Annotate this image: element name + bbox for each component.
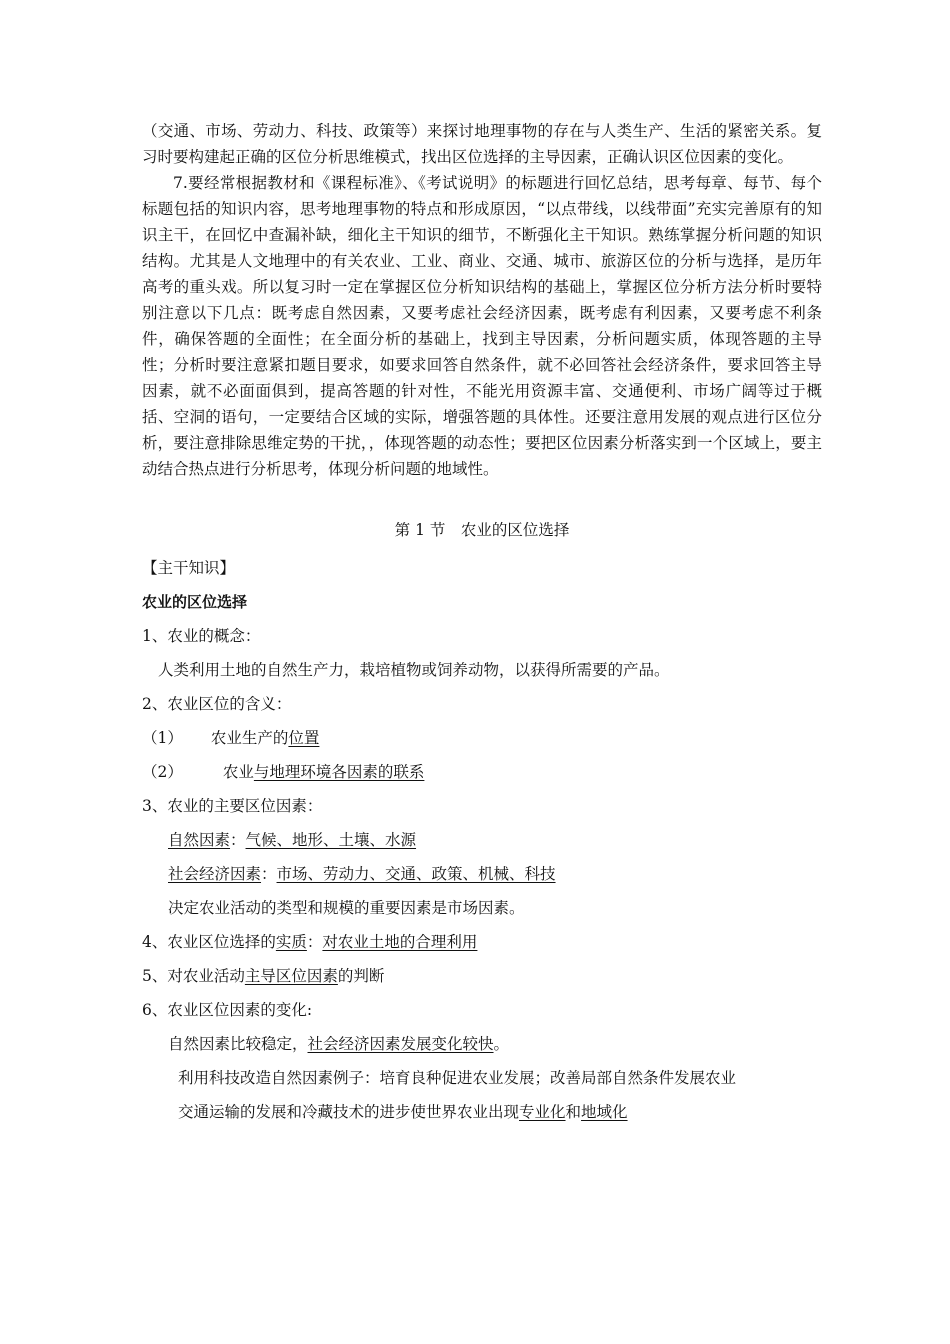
social-factors-label: 社会经济因素	[168, 865, 262, 883]
item-6-heading: 6、农业区位因素的变化:	[142, 1001, 313, 1019]
knowledge-header: 【主干知识】	[142, 559, 236, 577]
item-2a-num: （1）	[142, 729, 183, 747]
item-5-underlined: 主导区位因素	[244, 967, 338, 985]
item-3-natural	[142, 823, 822, 857]
item-6a	[142, 1027, 822, 1061]
colon: ：	[261, 865, 277, 883]
item-2-heading: 2、农业区位的含义：	[142, 695, 292, 713]
item-6b: 利用科技改造自然因素例子：培育良种促进农业发展；改善局部自然条件发展农业	[178, 1069, 737, 1087]
item-2a	[142, 721, 822, 755]
item-2a-underlined: 位置	[288, 729, 320, 747]
colon: ：	[306, 933, 323, 951]
item-3-note: 决定农业活动的类型和规模的重要因素是市场因素。	[168, 899, 525, 917]
document-page	[142, 118, 822, 1129]
item-4-essence: 实质	[275, 933, 307, 951]
item-6a-underlined: 社会经济因素发展变化较快	[307, 1035, 494, 1053]
intro-paragraph-2: 7.要经常根据教材和《课程标准》、《考试说明》的标题进行回忆总结，思考每章、每节、每个标题包括的知识内容，思考地理事物的特点和形成原因，“以点带线，以线带面”充实完善原有的知识主干，在回忆中查漏补缺，细化主干知识的细节，不断强化主干知识。熟练掌握分析问题的知识结构。尤其是人文地理中的有关农业、工业、商业、交通、城市、旅游区位的分析与选择，是历年高考的重头戏。所以复习时一定在掌握区位分析知识结构的基础上，掌握区位分析方法分析时要特别注意以下几点：既考虑自然因素，又要考虑社会经济因素，既考虑有利因素，又要考虑不利条件，确保答题的全面性；在全面分析的基础上，找到主导因素，分析问题实质，体现答题的主导性；分析时要注意紧扣题目要求，如要求回答自然条件，就不必回答社会经济条件，要求回答主导因素，就不必面面俱到，提高答题的针对性，不能光用资源丰富、交通便利、市场广阔等过于概括、空洞的语句，一定要结合区域的实际，增强答题的具体性。还要注意用发展的观点进行区位分析，要注意排除思维定势的干扰，，体现答题的动态性；要把区位因素分析落实到一个区域上，要主动结合热点进行分析思考，体现分析问题的地域性。	[142, 174, 822, 478]
item-2b	[142, 755, 822, 789]
item-1-text: 人类利用土地的自然生产力，栽培植物或饲养动物，以获得所需要的产品。	[158, 661, 670, 679]
item-6c-regionalization: 地域化	[581, 1103, 628, 1121]
item-5	[142, 959, 822, 993]
bold-heading: 农业的区位选择	[142, 593, 248, 611]
item-6c-specialization: 专业化	[519, 1103, 566, 1121]
colon: ：	[230, 831, 246, 849]
item-2b-prefix: 农业	[222, 763, 254, 781]
item-3-social	[142, 857, 822, 891]
item-6a-prefix: 自然因素比较稳定，	[168, 1035, 308, 1053]
item-2b-underlined: 与地理环境各因素的联系	[253, 763, 425, 781]
intro-paragraph-1: （交通、市场、劳动力、科技、政策等）来探讨地理事物的存在与人类生产、生活的紧密关系。复习时要构建起正确的区位分析思维模式，找出区位选择的主导因素，正确认识区位因素的变化。	[142, 122, 822, 166]
item-4	[142, 925, 822, 959]
item-6c-prefix: 交通运输的发展和冷藏技术的进步使世界农业出现	[178, 1103, 520, 1121]
item-6c	[142, 1095, 822, 1129]
natural-factors-value: 气候、地形、土壤、水源	[245, 831, 417, 849]
item-2a-prefix: 农业生产的	[210, 729, 289, 747]
item-2b-num: （2）	[142, 763, 183, 781]
item-5-suffix: 的判断	[337, 967, 385, 985]
item-6c-and: 和	[565, 1103, 582, 1121]
item-5-prefix: 5、对农业活动	[142, 967, 245, 985]
natural-factors-label: 自然因素	[168, 831, 231, 849]
item-4-value: 对农业土地的合理利用	[322, 933, 478, 951]
item-3-heading: 3、农业的主要区位因素：	[142, 797, 323, 815]
item-4-prefix: 4、农业区位选择的	[142, 933, 276, 951]
item-6a-suffix: 。	[493, 1035, 510, 1053]
social-factors-value: 市场、劳动力、交通、政策、机械、科技	[276, 865, 556, 883]
item-1-heading: 1、农业的概念：	[142, 627, 261, 645]
section-title: 第 1 节 农业的区位选择	[394, 521, 570, 539]
